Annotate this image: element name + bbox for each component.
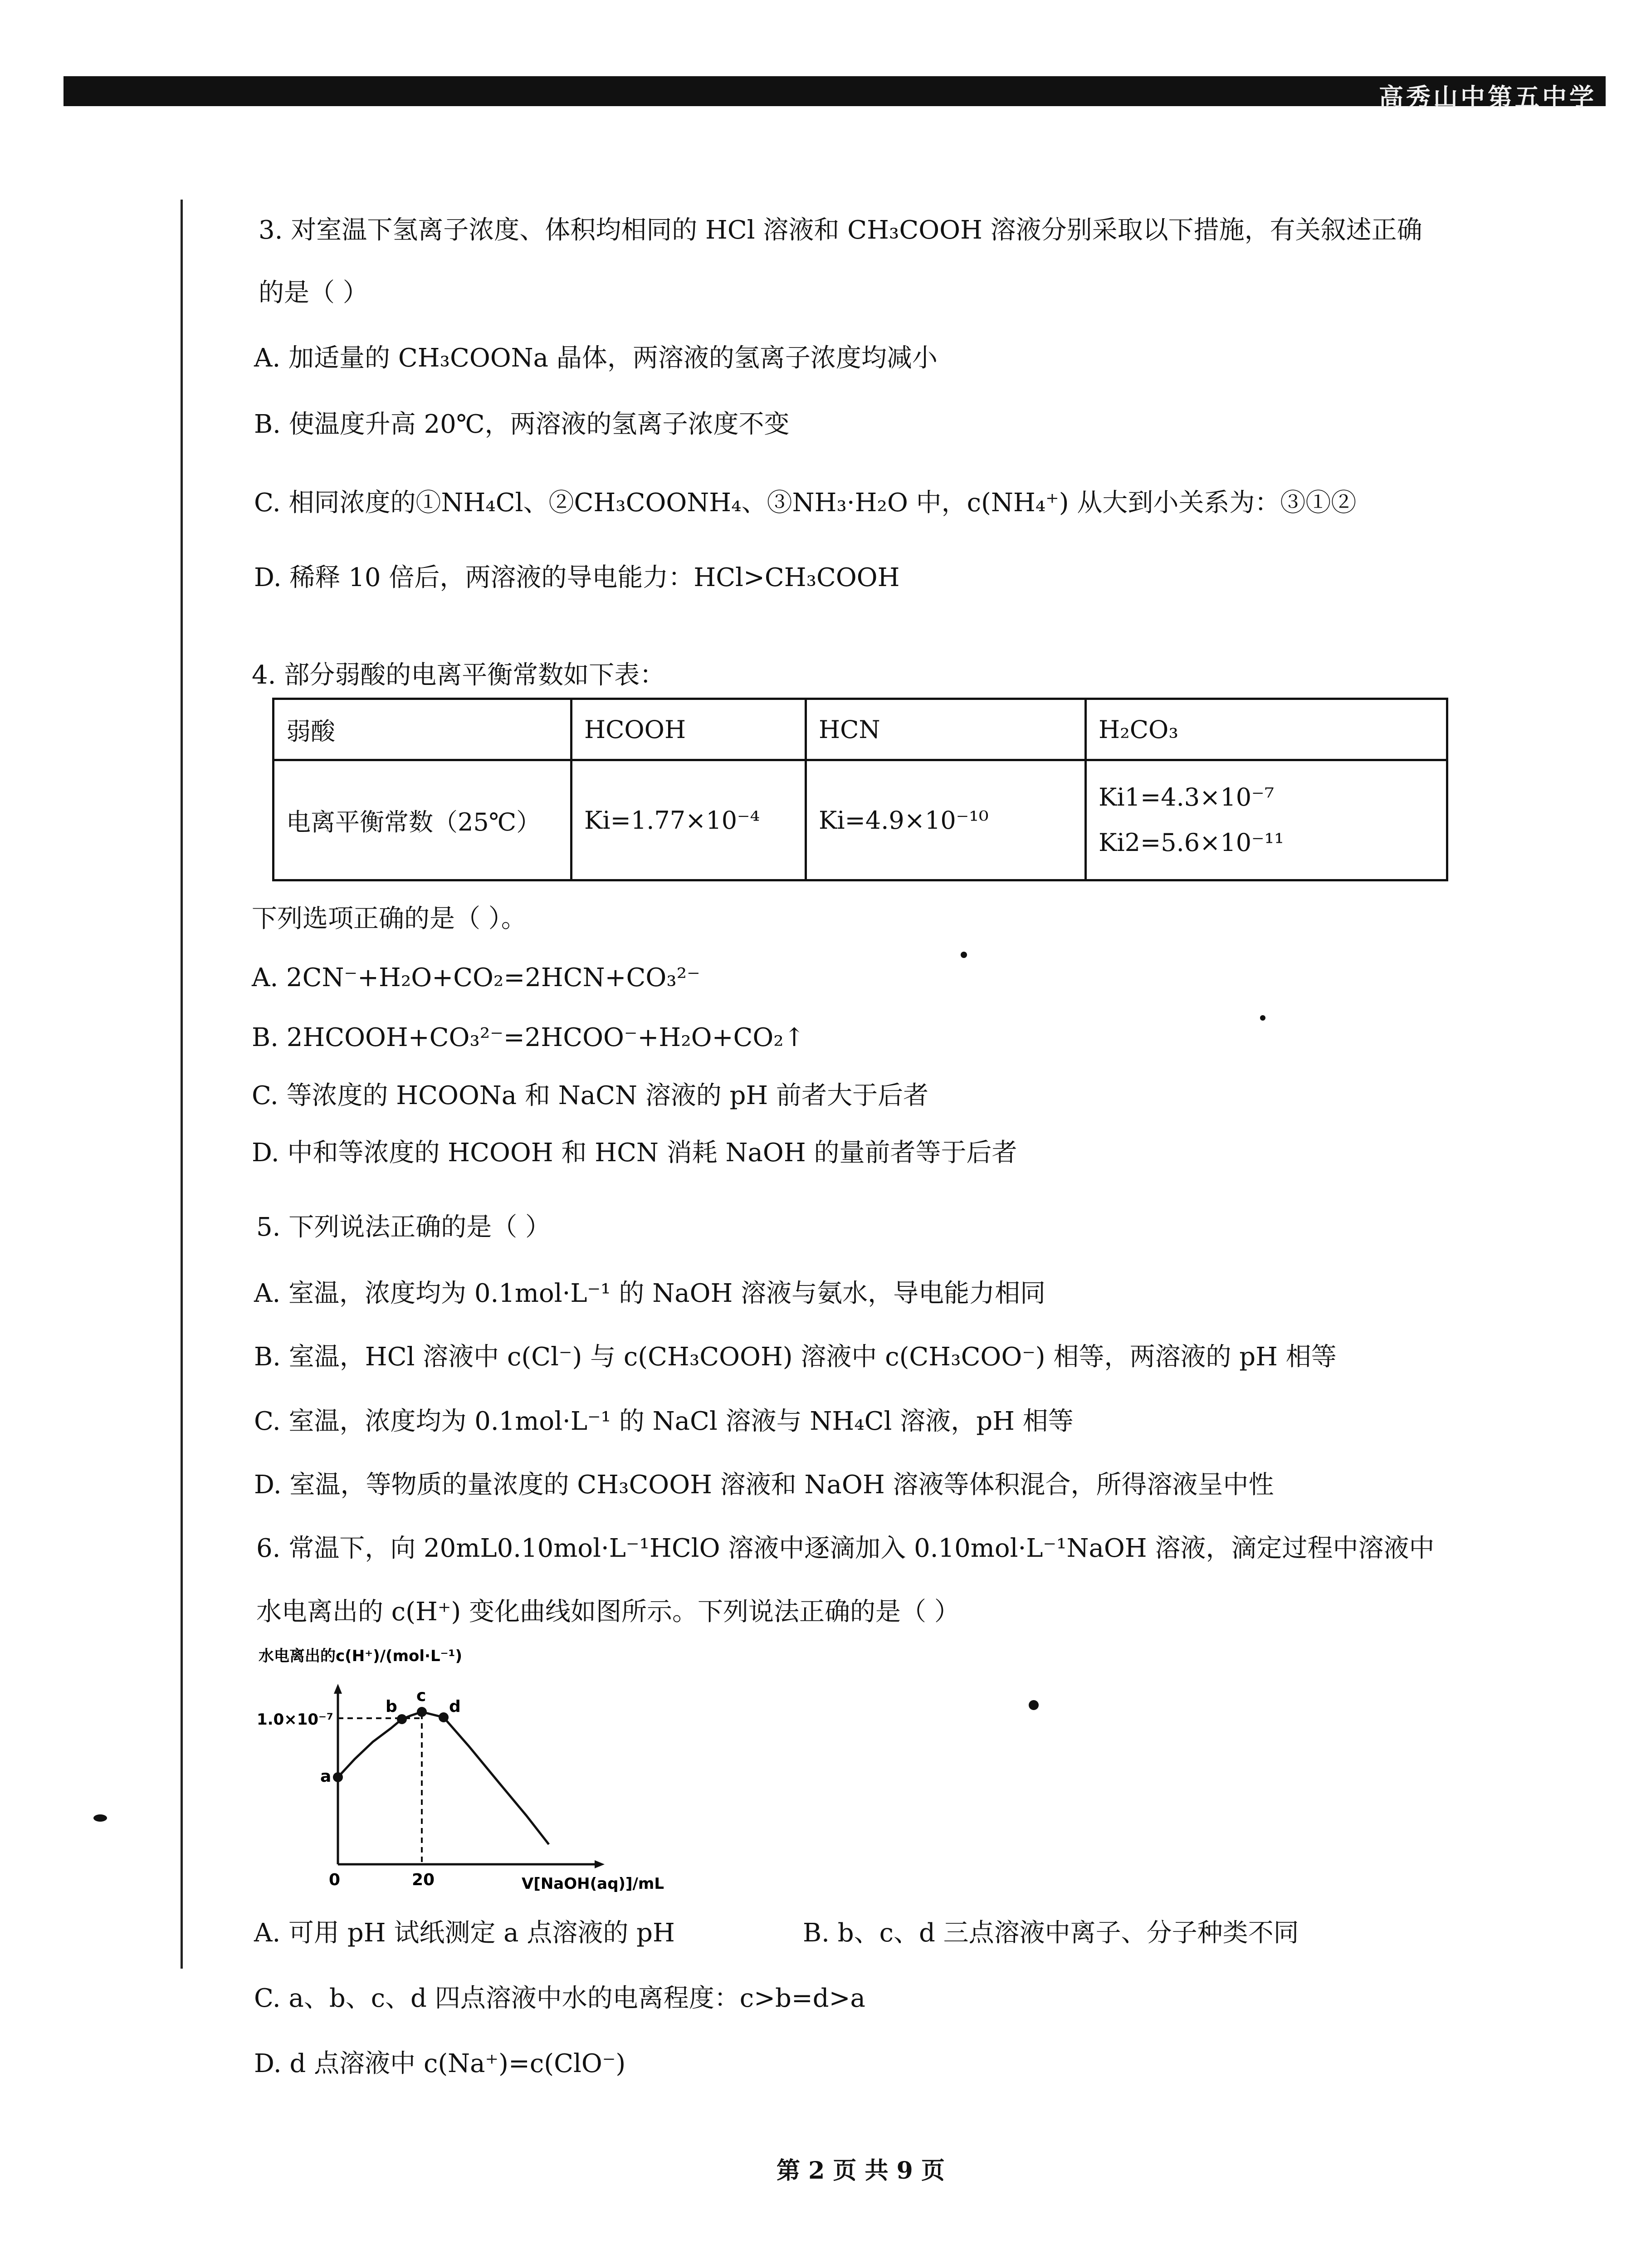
graph-curve (338, 1712, 549, 1844)
q4-prompt: 下列选项正确的是（ ）。 (252, 904, 527, 934)
graph-point-d (439, 1712, 449, 1722)
scan-speck (961, 952, 967, 958)
header-banner (64, 76, 1606, 112)
q6-stem: 6. 常温下，向 20mL0.10mol·L⁻¹HClO 溶液中逐滴加入 0.10mol·L⁻¹NaOH 溶液，滴定过程中溶液中 (256, 1534, 1435, 1563)
graph-point-b (397, 1714, 407, 1724)
q3-stem-continued: 的是（ ） (259, 278, 368, 308)
q4-option-c: C. 等浓度的 HCOONa 和 NaCN 溶液的 pH 前者大于后者 (252, 1081, 929, 1110)
graph-x-axis-label: V[NaOH(aq)]/mL (522, 1875, 664, 1893)
table-cell-h2co3 (1086, 760, 1447, 880)
q4-stem: 4. 部分弱酸的电离平衡常数如下表： (252, 660, 665, 690)
table-header-row (274, 699, 1447, 760)
graph-point-d-label: d (449, 1697, 461, 1716)
table-cell-hcooh: Ki=1.77×10⁻⁴ (572, 760, 806, 880)
scan-speck (1260, 1015, 1265, 1021)
y-axis-arrow (334, 1684, 342, 1694)
table-header-cell: HCOOH (572, 699, 806, 760)
graph-x-tick-0: 0 (329, 1871, 341, 1889)
table-header-cell: 弱酸 (274, 699, 572, 760)
q3-option-b: B. 使温度升高 20℃，两溶液的氢离子浓度不变 (254, 410, 790, 439)
q5-option-d: D. 室温，等物质的量浓度的 CH₃COOH 溶液和 NaOH 溶液等体积混合，所得溶液呈中性 (254, 1470, 1274, 1500)
q3-stem: 3. 对室温下氢离子浓度、体积均相同的 HCl 溶液和 CH₃COOH 溶液分别采取以下措施，有关叙述正确 (259, 215, 1422, 245)
graph-point-c-label: c (416, 1686, 426, 1705)
table-row (274, 760, 1447, 880)
binding-margin-line (181, 200, 183, 1969)
page-number: 第 2 页 共 9 页 (777, 2157, 945, 2185)
graph-point-b-label: b (386, 1697, 397, 1716)
q5-option-c: C. 室温，浓度均为 0.1mol·L⁻¹ 的 NaCl 溶液与 NH₄Cl 溶液，pH 相等 (254, 1407, 1074, 1436)
q5-option-b: B. 室温，HCl 溶液中 c(Cl⁻) 与 c(CH₃COOH) 溶液中 c(CH₃COO⁻) 相等，两溶液的 pH 相等 (254, 1342, 1337, 1372)
q6-option-d: D. d 点溶液中 c(Na⁺)=c(ClO⁻) (254, 2049, 626, 2078)
table-cell-h2co3-k1: Ki1=4.3×10⁻⁷ (1099, 783, 1275, 811)
graph-y-tick-label: 1.0×10⁻⁷ (257, 1711, 333, 1729)
graph-y-axis-label: 水电离出的c(H⁺)/(mol·L⁻¹) (259, 1647, 462, 1665)
q6-option-b: B. b、c、d 三点溶液中离子、分子种类不同 (803, 1918, 1299, 1948)
titration-curve-graph (254, 1642, 689, 1896)
q6-stem-continued: 水电离出的 c(H⁺) 变化曲线如图所示。下列说法正确的是（ ） (256, 1597, 960, 1627)
q6-option-c: C. a、b、c、d 四点溶液中水的电离程度：c>b=d>a (254, 1984, 865, 2013)
q5-stem: 5. 下列说法正确的是（ ） (256, 1212, 551, 1242)
header-banner-text: 高秀山中第五中学 (1379, 83, 1597, 112)
q6-option-a: A. 可用 pH 试纸测定 a 点溶液的 pH (254, 1918, 675, 1948)
ionization-constant-table (272, 698, 1448, 881)
q4-option-a: A. 2CN⁻+H₂O+CO₂=2HCN+CO₃²⁻ (252, 963, 700, 992)
table-row-label: 电离平衡常数（25℃） (274, 760, 572, 880)
graph-point-a-label: a (320, 1767, 332, 1786)
graph-point-c (417, 1707, 427, 1717)
q3-option-a: A. 加适量的 CH₃COONa 晶体，两溶液的氢离子浓度均减小 (254, 343, 938, 373)
graph-point-a (333, 1772, 343, 1782)
q3-option-c: C. 相同浓度的①NH₄Cl、②CH₃COONH₄、③NH₃·H₂O 中，c(NH₄⁺) 从大到小关系为：③①② (254, 488, 1357, 518)
q5-option-a: A. 室温，浓度均为 0.1mol·L⁻¹ 的 NaOH 溶液与氨水，导电能力相同 (254, 1279, 1046, 1308)
q3-option-d: D. 稀释 10 倍后，两溶液的导电能力：HCl>CH₃COOH (254, 563, 900, 592)
graph-x-tick-20: 20 (412, 1871, 435, 1889)
scan-speck (93, 1814, 107, 1822)
table-header-cell: H₂CO₃ (1086, 699, 1447, 760)
table-cell-h2co3-k2: Ki2=5.6×10⁻¹¹ (1099, 828, 1284, 857)
scan-speck (1029, 1700, 1039, 1710)
table-cell-hcn: Ki=4.9×10⁻¹⁰ (806, 760, 1086, 880)
x-axis-arrow (595, 1860, 605, 1868)
q4-option-d: D. 中和等浓度的 HCOOH 和 HCN 消耗 NaOH 的量前者等于后者 (252, 1138, 1017, 1168)
q4-option-b: B. 2HCOOH+CO₃²⁻=2HCOO⁻+H₂O+CO₂↑ (252, 1023, 805, 1052)
table-header-cell: HCN (806, 699, 1086, 760)
